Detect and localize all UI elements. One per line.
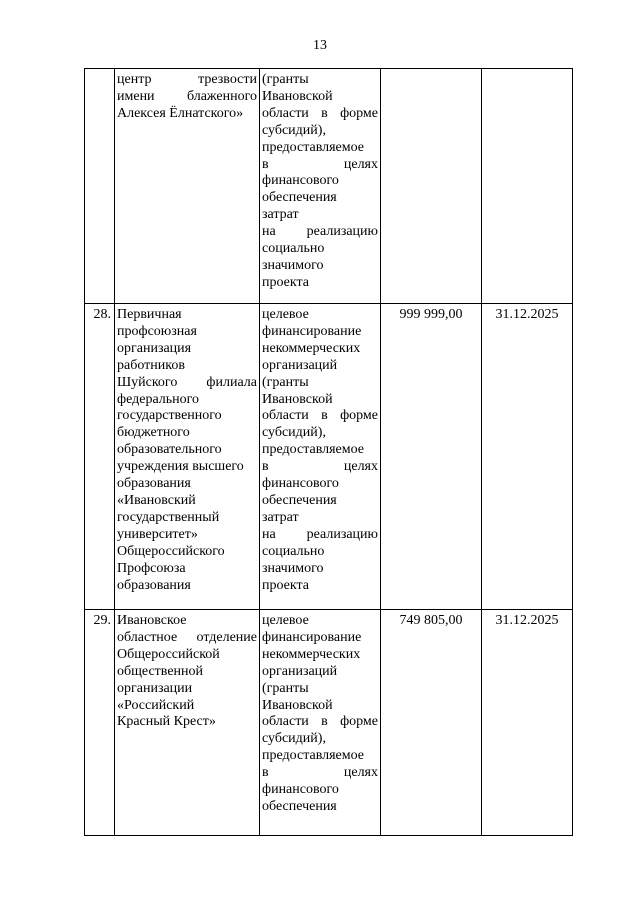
purpose-line: финансового (262, 173, 339, 189)
purpose-line: целевое (262, 613, 309, 628)
purpose-line: в целях (262, 459, 378, 475)
purpose-line: (гранты (262, 680, 309, 696)
organization-line: профсоюзная (117, 323, 197, 339)
organization-line: Шуйского филиала (117, 374, 257, 390)
grants-table (84, 68, 573, 836)
purpose-line: финансирование (262, 323, 362, 339)
organization-line: учреждения высшего (117, 459, 244, 475)
organization-line: государственный (117, 509, 220, 525)
organization-line: Красный Крест» (117, 714, 216, 730)
purpose-line: проекта (262, 274, 309, 290)
row-number-cell (85, 69, 115, 304)
purpose-line: предоставляемое (262, 139, 365, 155)
organization-line: общественной (117, 663, 204, 679)
due-date: 31.12.2025 (495, 613, 559, 628)
purpose-line: обеспечения (262, 190, 337, 206)
organization-line: центр трезвости (117, 72, 257, 87)
purpose-line: обеспечения (262, 492, 337, 508)
purpose-line: Ивановской (262, 88, 333, 104)
organization-line: Общероссийской (117, 646, 220, 662)
purpose-cell (260, 610, 381, 836)
purpose-line: Ивановской (262, 391, 333, 407)
organization-line: «Ивановский (117, 492, 196, 508)
organization-line: организации (117, 680, 193, 696)
purpose-line: значимого (262, 257, 324, 273)
due-date: 31.12.2025 (495, 307, 559, 322)
purpose-line: предоставляемое (262, 442, 365, 458)
purpose-line: проекта (262, 577, 309, 593)
organization-line: Общероссийского (117, 543, 225, 559)
date-cell (482, 69, 573, 304)
amount-cell (381, 69, 482, 304)
organization-line: имени блаженного (117, 88, 257, 104)
page-number: 13 (313, 38, 327, 53)
purpose-line: некоммерческих (262, 646, 361, 662)
organization-line: образовательного (117, 442, 222, 458)
amount-cell (381, 304, 482, 610)
organization-line: университет» (117, 526, 198, 542)
purpose-line: обеспечения (262, 798, 337, 814)
purpose-line: области в форме (262, 714, 378, 730)
organization-line: Первичная (117, 307, 182, 322)
purpose-line: предоставляемое (262, 748, 365, 764)
row-number-cell (85, 610, 115, 836)
organization-line: Алексея Ёлнатского» (117, 105, 244, 121)
purpose-line: (гранты (262, 72, 309, 87)
purpose-line: Ивановской (262, 697, 333, 713)
purpose-line: на реализацию (262, 526, 378, 542)
organization-cell (115, 304, 260, 610)
purpose-line: затрат (262, 207, 299, 223)
amount-cell (381, 610, 482, 836)
organization-line: Профсоюза (117, 560, 186, 576)
purpose-line: области в форме (262, 408, 378, 424)
purpose-line: субсидий), (262, 122, 326, 138)
purpose-line: субсидий), (262, 731, 326, 747)
organization-line: федерального (117, 391, 200, 407)
organization-cell (115, 610, 260, 836)
purpose-line: затрат (262, 509, 299, 525)
purpose-line: целевое (262, 307, 309, 322)
table-row (85, 610, 573, 836)
purpose-line: социально (262, 543, 325, 559)
purpose-line: организаций (262, 663, 338, 679)
purpose-line: финансового (262, 476, 339, 492)
purpose-cell (260, 304, 381, 610)
organization-line: государственного (117, 408, 222, 424)
purpose-line: организаций (262, 357, 338, 373)
row-number-cell (85, 304, 115, 610)
date-cell (482, 304, 573, 610)
date-cell (482, 610, 573, 836)
organization-line: работников (117, 357, 185, 373)
organization-line: образования (117, 577, 191, 593)
purpose-line: субсидий), (262, 425, 326, 441)
purpose-line: социально (262, 241, 325, 257)
organization-line: организация (117, 340, 192, 356)
purpose-line: на реализацию (262, 224, 378, 240)
grant-amount: 999 999,00 (399, 307, 463, 322)
purpose-line: в целях (262, 765, 378, 781)
table-row (85, 69, 573, 304)
purpose-line: (гранты (262, 374, 309, 390)
organization-line: «Российский (117, 697, 195, 713)
row-number: 28. (93, 307, 111, 322)
organization-line: Ивановское (117, 613, 187, 628)
purpose-line: значимого (262, 560, 324, 576)
purpose-line: области в форме (262, 105, 378, 121)
grant-amount: 749 805,00 (399, 613, 463, 628)
purpose-cell (260, 69, 381, 304)
row-number: 29. (93, 613, 111, 628)
purpose-line: некоммерческих (262, 340, 361, 356)
organization-line: бюджетного (117, 425, 190, 441)
table-row (85, 304, 573, 610)
purpose-line: финансового (262, 782, 339, 798)
organization-line: областное отделение (117, 629, 257, 645)
organization-cell (115, 69, 260, 304)
purpose-line: в целях (262, 156, 378, 172)
purpose-line: финансирование (262, 629, 362, 645)
organization-line: образования (117, 476, 191, 492)
